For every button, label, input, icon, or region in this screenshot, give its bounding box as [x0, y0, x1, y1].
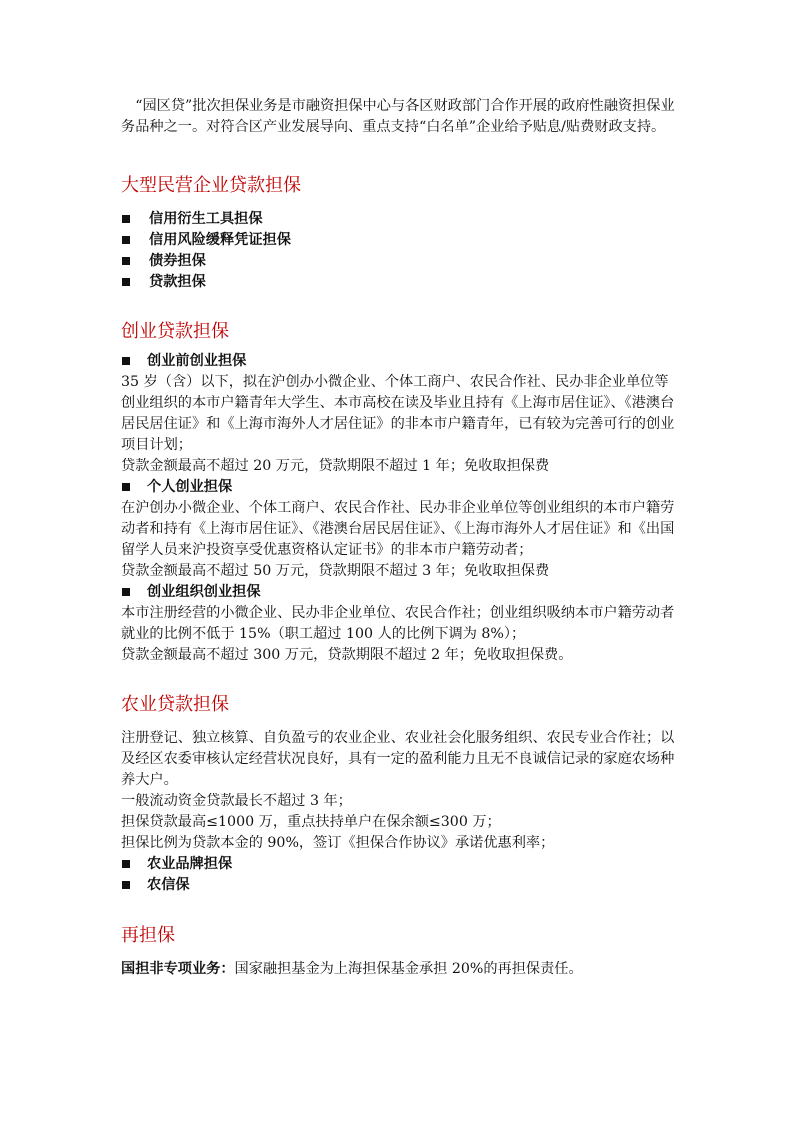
square-bullet-icon [122, 357, 130, 365]
subsection-description: 在沪创办小微企业、个体工商户、农民合作社、民办非企业单位等创业组织的本市户籍劳动者和持有《上海市居住证》、《港澳台居民居住证》、《上海市海外人才居住证》和《出国留学人员来沪投资享受优惠资格认定证书》的非本市户籍劳动者； [121, 500, 675, 558]
section-title-large-private-enterprise: 大型民营企业贷款担保 [121, 175, 301, 196]
section2-sub2 [121, 477, 681, 498]
section3-list [121, 854, 681, 896]
section3-line: 担保贷款最高≤1000 万，重点扶持单户在保余额≤300 万； [121, 814, 501, 830]
list-item: 信用风险缓释凭证担保 [121, 230, 681, 251]
section4-body: 国家融担基金为上海担保基金承担 20%的再担保责任。 [234, 961, 583, 977]
section2-sub1 [121, 351, 681, 372]
intro-paragraph: “园区贷”批次担保业务是市融资担保中心与各区财政部门合作开展的政府性融资担保业务品种之一。对符合区产业发展导向、重点支持“白名单”企业给予贴息/贴费财政支持。 [121, 98, 675, 135]
section3-line: 一般流动资金贷款最长不超过 3 年； [121, 793, 352, 809]
subsection-title: 创业前创业担保 [121, 351, 681, 372]
subsection-terms: 贷款金额最高不超过 300 万元，贷款期限不超过 2 年；免收取担保费。 [121, 647, 573, 663]
section4-text [121, 959, 681, 980]
subsection-terms: 贷款金额最高不超过 50 万元，贷款期限不超过 3 年；免收取担保费 [121, 563, 550, 579]
subsection-terms: 贷款金额最高不超过 20 万元，贷款期限不超过 1 年；免收取担保费 [121, 458, 550, 474]
subsection-title: 创业组织创业担保 [121, 582, 681, 603]
section4-label: 国担非专项业务： [121, 961, 235, 977]
section-title-agriculture-loan: 农业贷款担保 [121, 694, 229, 715]
section2-sub3 [121, 582, 681, 603]
square-bullet-icon [122, 236, 130, 244]
subsection-description: 本市注册经营的小微企业、民办非企业单位、农民合作社；创业组织吸纳本市户籍劳动者就业的比例不低于 15%（职工超过 100 人的比例下调为 8%）； [121, 605, 675, 642]
list-item: 农业品牌担保 [121, 854, 681, 875]
square-bullet-icon [122, 257, 130, 265]
list-item: 信用衍生工具担保 [121, 209, 681, 230]
subsection-description: 35 岁（含）以下，拟在沪创办小微企业、个体工商户、农民合作社、民办非企业单位等创业组织的本市户籍青年大学生、本市高校在读及毕业且持有《上海市居住证》、《港澳台居民居住证》和《上海市海外人才居住证》的非本市户籍青年，已有较为完善可行的创业项目计划； [121, 374, 675, 453]
square-bullet-icon [122, 588, 130, 596]
list-item: 贷款担保 [121, 272, 681, 293]
document-page [121, 96, 681, 980]
section3-line: 担保比例为贷款本金的 90%，签订《担保合作协议》承诺优惠利率； [121, 835, 555, 851]
subsection-title: 个人创业担保 [121, 477, 681, 498]
list-item: 农信保 [121, 875, 681, 896]
square-bullet-icon [122, 483, 130, 491]
section3-description: 注册登记、独立核算、自负盈亏的农业企业、农业社会化服务组织、农民专业合作社；以及经区农委审核认定经营状况良好，具有一定的盈利能力且无不良诚信记录的家庭农场种养大户。 [121, 730, 675, 788]
square-bullet-icon [122, 215, 130, 223]
section-title-startup-loan: 创业贷款担保 [121, 321, 229, 342]
list-item: 债券担保 [121, 251, 681, 272]
square-bullet-icon [122, 860, 130, 868]
section1-list [121, 209, 681, 293]
section-title-reguarantee: 再担保 [121, 925, 175, 946]
square-bullet-icon [122, 881, 130, 889]
square-bullet-icon [122, 278, 130, 286]
